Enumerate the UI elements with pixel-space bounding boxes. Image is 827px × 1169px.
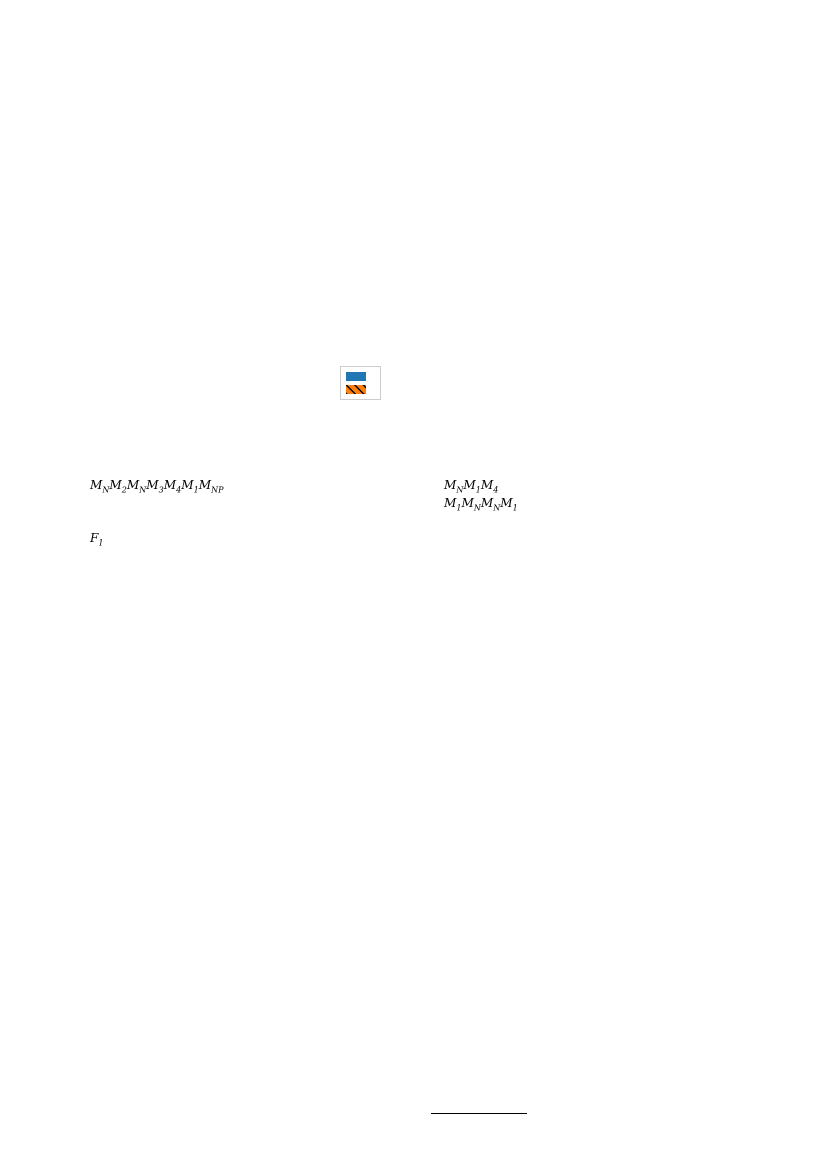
- math-m-n: $M_N$: [461, 495, 481, 513]
- legend-item-natural: [346, 370, 372, 383]
- paragraph-continuation: [90, 478, 399, 496]
- math-m-3: $M_3$: [146, 478, 164, 495]
- footnote-rule: [431, 1113, 527, 1114]
- math-m-4: $M_4$: [480, 478, 499, 495]
- math-m-1: $M_1$: [181, 478, 199, 495]
- footnote-block: [431, 1107, 740, 1118]
- chart-grid: [90, 95, 740, 101]
- math-m-n: $M_N$: [126, 478, 147, 495]
- left-column: [90, 478, 399, 1118]
- math-m-1: $M_1$: [500, 495, 518, 513]
- legend-swatch-natural: [346, 372, 366, 381]
- right-column: [431, 478, 740, 1118]
- section-heading-4-2: [90, 509, 399, 524]
- math-m-n: $M_N$: [90, 478, 110, 495]
- body-columns: [90, 478, 740, 1118]
- math-m-n: $M_N$: [480, 495, 501, 513]
- figure-1: [90, 95, 740, 101]
- legend-swatch-random: [346, 385, 366, 394]
- legend-item-random: [346, 383, 372, 396]
- chart-legend: [340, 366, 381, 400]
- right-column-inner: [431, 478, 740, 1118]
- math-f-1: $F_1$: [90, 530, 104, 548]
- math-m-n: $M_N$: [444, 478, 464, 495]
- math-m-4: $M_4$: [163, 478, 182, 495]
- paragraph-other-hand: [431, 478, 740, 496]
- math-m-2: $M_2$: [109, 478, 127, 495]
- paragraph-finally: [431, 496, 740, 514]
- paragraph-4-2-intro: [90, 531, 399, 549]
- math-m-1: $M_1$: [444, 495, 462, 513]
- math-m-1: $M_1$: [463, 478, 481, 495]
- math-m-np: $M_{NP}$: [198, 478, 224, 495]
